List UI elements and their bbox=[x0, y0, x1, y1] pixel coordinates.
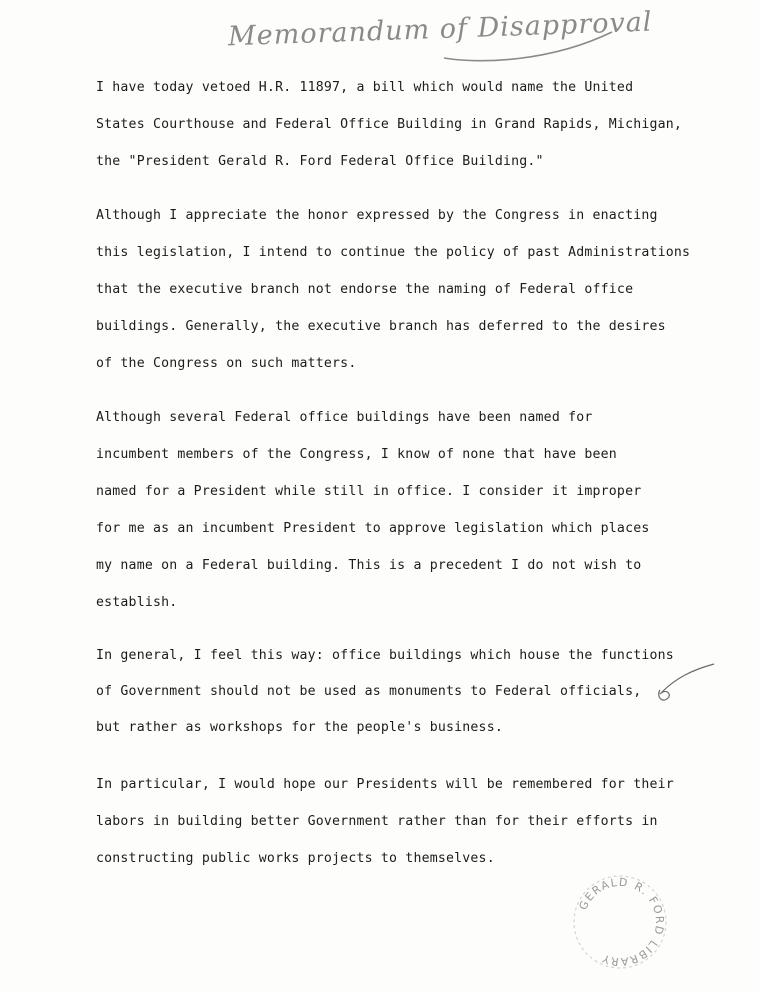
paragraph-line: for me as an incumbent President to approve legislation which places bbox=[96, 521, 650, 536]
paragraph-line: establish. bbox=[96, 595, 178, 610]
paragraph-line: this legislation, I intend to continue the policy of past Administrations bbox=[96, 245, 691, 260]
paragraph-line: that the executive branch not endorse the naming of Federal office bbox=[96, 282, 634, 297]
paragraph-line: labors in building better Government rather than for their efforts in bbox=[96, 814, 658, 829]
title-underline-mark bbox=[440, 20, 620, 70]
paragraph-line: but rather as workshops for the people's business. bbox=[96, 720, 503, 735]
paragraph-line: States Courthouse and Federal Office Building in Grand Rapids, Michigan, bbox=[96, 117, 683, 132]
paragraph-line: my name on a Federal building. This is a precedent I do not wish to bbox=[96, 558, 642, 573]
margin-check-mark bbox=[648, 660, 728, 710]
paragraph-line: named for a President while still in office. I consider it improper bbox=[96, 484, 642, 499]
paragraph-line: constructing public works projects to themselves. bbox=[96, 851, 495, 866]
handwritten-title: Memorandum of Disapproval bbox=[227, 6, 653, 53]
paragraph-line: the "President Gerald R. Ford Federal Office Building." bbox=[96, 154, 544, 169]
paragraph-line: of Government should not be used as monuments to Federal officials, bbox=[96, 684, 642, 699]
paragraph-line: Although several Federal office buildings have been named for bbox=[96, 410, 593, 425]
paragraph-line: incumbent members of the Congress, I know of none that have been bbox=[96, 447, 617, 462]
paragraph-line: buildings. Generally, the executive branch has deferred to the desires bbox=[96, 319, 666, 334]
stamp-text: GERALD R. FORD LIBRARY bbox=[576, 875, 667, 969]
paragraph-line: of the Congress on such matters. bbox=[96, 356, 357, 371]
paragraph-line: I have today vetoed H.R. 11897, a bill which would name the United bbox=[96, 80, 634, 95]
paragraph-line: Although I appreciate the honor expressed by the Congress in enacting bbox=[96, 208, 658, 223]
library-stamp bbox=[566, 868, 674, 976]
paragraph-line: In particular, I would hope our Presidents will be remembered for their bbox=[96, 777, 674, 792]
paragraph-line: In general, I feel this way: office buildings which house the functions bbox=[96, 648, 674, 663]
